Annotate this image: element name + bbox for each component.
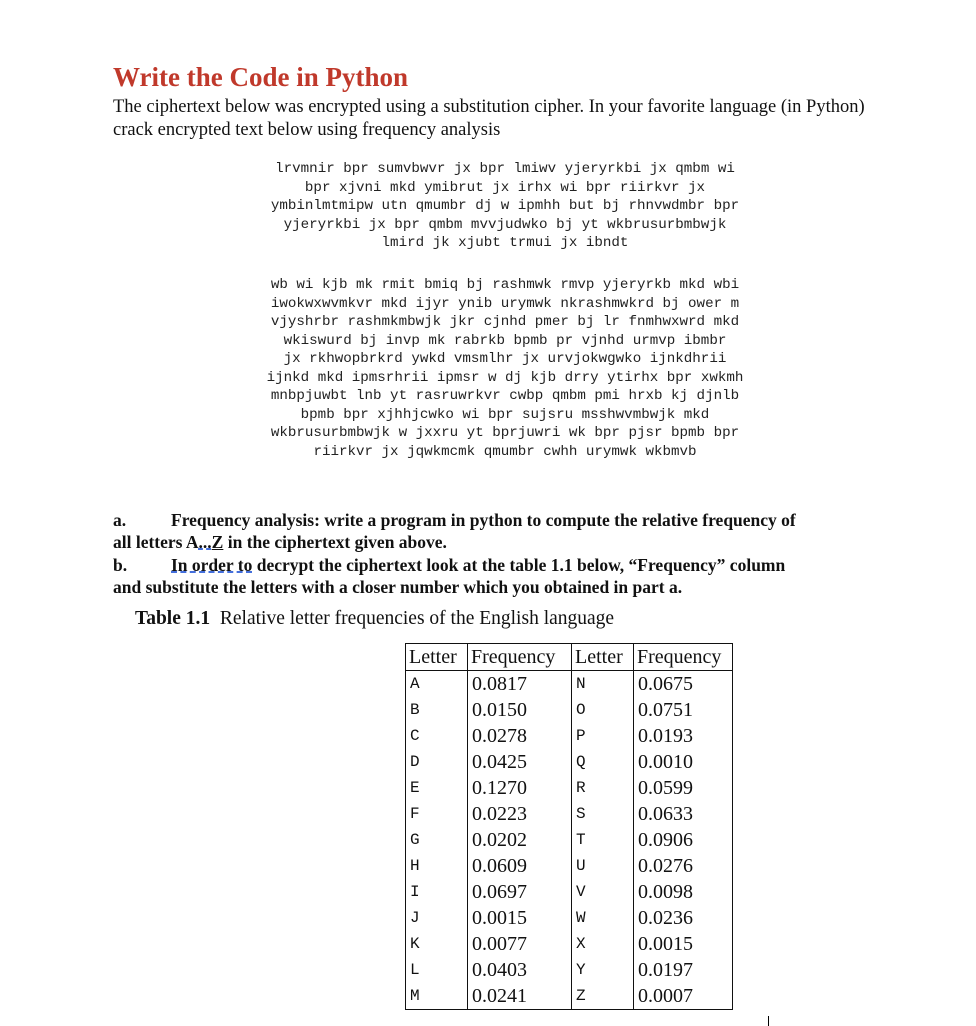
cell-letter: K bbox=[406, 931, 468, 957]
table-caption-text: Relative letter frequencies of the English language bbox=[219, 608, 615, 629]
cell-frequency: 0.0751 bbox=[634, 697, 733, 723]
table-row bbox=[406, 775, 733, 801]
cell-letter: Z bbox=[572, 983, 634, 1010]
cipher-line: iwokwxwvmkvr mkd ijyr ynib urymwk nkrashmwkrd bj ower m bbox=[270, 295, 740, 312]
cell-letter: V bbox=[572, 879, 634, 905]
table-row bbox=[406, 957, 733, 983]
question-b bbox=[113, 554, 883, 598]
cipher-line: wkbrusurbmbwjk w jxxru yt bprjuwri wk bpr pjsr bpmb bpr bbox=[270, 425, 740, 441]
cell-letter: D bbox=[406, 749, 468, 775]
question-a-line-2 bbox=[113, 531, 883, 553]
table-row bbox=[406, 697, 733, 723]
cell-letter: N bbox=[572, 671, 634, 698]
table-row bbox=[406, 905, 733, 931]
cell-letter: M bbox=[406, 983, 468, 1010]
header-letter: Letter bbox=[406, 644, 468, 671]
cipher-line: bpmb bpr xjhhjcwko wi bpr sujsru msshwvmbwjk mkd bbox=[300, 406, 710, 423]
table-row bbox=[406, 749, 733, 775]
table-row bbox=[406, 801, 733, 827]
cell-letter: I bbox=[406, 879, 468, 905]
table-row bbox=[406, 853, 733, 879]
cell-letter: L bbox=[406, 957, 468, 983]
cipher-line: ijnkd mkd ipmsrhrii ipmsr w dj kjb drry ytirhx bpr xwkmh bbox=[266, 369, 744, 386]
cell-frequency: 0.0276 bbox=[634, 853, 733, 879]
question-a-line-1 bbox=[113, 509, 883, 531]
question-b-text: decrypt the ciphertext look at the table 1.1 below, “Frequency” column bbox=[252, 555, 786, 575]
cell-letter: C bbox=[406, 723, 468, 749]
cell-letter: E bbox=[406, 775, 468, 801]
cell-frequency: 0.0197 bbox=[634, 957, 733, 983]
cipher-line: vjyshrbr rashmkmbwjk jkr cjnhd pmer bj lr fnmhwxwrd mkd bbox=[270, 314, 740, 330]
cell-frequency: 0.0278 bbox=[468, 723, 572, 749]
cell-frequency: 0.0150 bbox=[468, 697, 572, 723]
cell-frequency: 0.0015 bbox=[468, 905, 572, 931]
table-header-row bbox=[406, 644, 733, 671]
cell-frequency: 0.0697 bbox=[468, 879, 572, 905]
question-a-label: a. bbox=[113, 510, 127, 530]
question-b-line-1 bbox=[113, 554, 883, 576]
header-frequency: Frequency bbox=[634, 644, 733, 671]
question-b-label: b. bbox=[113, 555, 128, 575]
cipher-line: lrvmnir bpr sumvbwvr jx bpr lmiwv yjeryrkbi jx qmbm wi bbox=[275, 161, 735, 177]
cell-frequency: 0.0906 bbox=[634, 827, 733, 853]
cell-frequency: 0.0015 bbox=[634, 931, 733, 957]
cell-frequency: 0.0193 bbox=[634, 723, 733, 749]
cell-frequency: 0.0202 bbox=[468, 827, 572, 853]
letter-frequency-table bbox=[405, 643, 733, 1010]
cell-frequency: 0.0241 bbox=[468, 983, 572, 1010]
table-row bbox=[406, 879, 733, 905]
cipher-line: riirkvr jx jqwkmcmk qmumbr cwhh urymwk wkbmvb bbox=[313, 443, 697, 460]
cell-frequency: 0.0599 bbox=[634, 775, 733, 801]
table-row bbox=[406, 931, 733, 957]
cell-letter: R bbox=[572, 775, 634, 801]
cell-frequency: 0.0007 bbox=[634, 983, 733, 1010]
cell-letter: Q bbox=[572, 749, 634, 775]
cell-letter: W bbox=[572, 905, 634, 931]
question-a-text-3: in the ciphertext given above. bbox=[223, 532, 447, 552]
cell-frequency: 0.0403 bbox=[468, 957, 572, 983]
cell-letter: G bbox=[406, 827, 468, 853]
header-letter: Letter bbox=[572, 644, 634, 671]
table-row bbox=[406, 827, 733, 853]
text-cursor bbox=[768, 1016, 769, 1026]
cipher-line: wkiswurd bj invp mk rabrkb bpmb pr vjnhd urmvp ibmbr bbox=[283, 332, 727, 349]
question-a bbox=[113, 509, 883, 553]
cipher-line: yjeryrkbi jx bpr qmbm mvvjudwko bj yt wkbrusurbmbwjk bbox=[283, 216, 727, 233]
table-row bbox=[406, 983, 733, 1010]
table-body bbox=[406, 671, 733, 1010]
cell-letter: H bbox=[406, 853, 468, 879]
cell-letter: T bbox=[572, 827, 634, 853]
cell-frequency: 0.0223 bbox=[468, 801, 572, 827]
table-row bbox=[406, 671, 733, 698]
cell-letter: X bbox=[572, 931, 634, 957]
question-a-text: Frequency analysis: write a program in python to compute the relative frequency of bbox=[171, 510, 796, 530]
cipher-line: jx rkhwopbrkrd ywkd vmsmlhr jx urvjokwgwko ijnkdhrii bbox=[283, 351, 727, 367]
ellipsis: ... bbox=[198, 532, 212, 552]
cell-frequency: 0.0010 bbox=[634, 749, 733, 775]
cell-letter: A bbox=[406, 671, 468, 698]
intro-paragraph: The ciphertext below was encrypted using a substitution cipher. In your favorite language (in Python) crack encrypted text below using frequency analysis bbox=[113, 97, 865, 140]
cell-letter: J bbox=[406, 905, 468, 931]
cell-letter: Y bbox=[572, 957, 634, 983]
table-caption-label: Table 1.1 bbox=[135, 608, 211, 629]
cipher-line: mnbpjuwbt lnb yt rasruwrkvr cwbp qmbm pmi hrxb kj djnlb bbox=[270, 388, 740, 404]
header-frequency: Frequency bbox=[468, 644, 572, 671]
cipher-line: lmird jk xjubt trmui jx ibndt bbox=[381, 235, 629, 251]
page-title: Write the Code in Python bbox=[113, 62, 408, 92]
cell-letter: F bbox=[406, 801, 468, 827]
table-caption bbox=[135, 608, 614, 630]
cell-frequency: 0.0609 bbox=[468, 853, 572, 879]
ciphertext-paragraph-2 bbox=[200, 276, 810, 461]
question-b-line-2: and substitute the letters with a closer number which you obtained in part a. bbox=[113, 577, 683, 597]
cipher-line: wb wi kjb mk rmit bmiq bj rashmwk rmvp yjeryrkb mkd wbi bbox=[270, 277, 740, 293]
table-row bbox=[406, 723, 733, 749]
cell-letter: B bbox=[406, 697, 468, 723]
cell-frequency: 0.0817 bbox=[468, 671, 572, 698]
letter-z: Z bbox=[211, 532, 224, 552]
cell-frequency: 0.0236 bbox=[634, 905, 733, 931]
cell-frequency: 0.0098 bbox=[634, 879, 733, 905]
cell-frequency: 0.0425 bbox=[468, 749, 572, 775]
cell-letter: U bbox=[572, 853, 634, 879]
cell-letter: O bbox=[572, 697, 634, 723]
cipher-line: bpr xjvni mkd ymibrut jx irhx wi bpr riirkvr jx bbox=[304, 179, 706, 196]
ciphertext-paragraph-1 bbox=[200, 160, 810, 253]
cipher-line: ymbinlmtmipw utn qmumbr dj w ipmhh but bj rhnvwdmbr bpr bbox=[270, 198, 740, 214]
cell-letter: S bbox=[572, 801, 634, 827]
cell-letter: P bbox=[572, 723, 634, 749]
cell-frequency: 0.0077 bbox=[468, 931, 572, 957]
question-a-text-2: all letters A bbox=[113, 532, 199, 552]
cell-frequency: 0.1270 bbox=[468, 775, 572, 801]
cell-frequency: 0.0633 bbox=[634, 801, 733, 827]
cell-frequency: 0.0675 bbox=[634, 671, 733, 698]
in-order-to-phrase: In order to bbox=[171, 555, 253, 575]
